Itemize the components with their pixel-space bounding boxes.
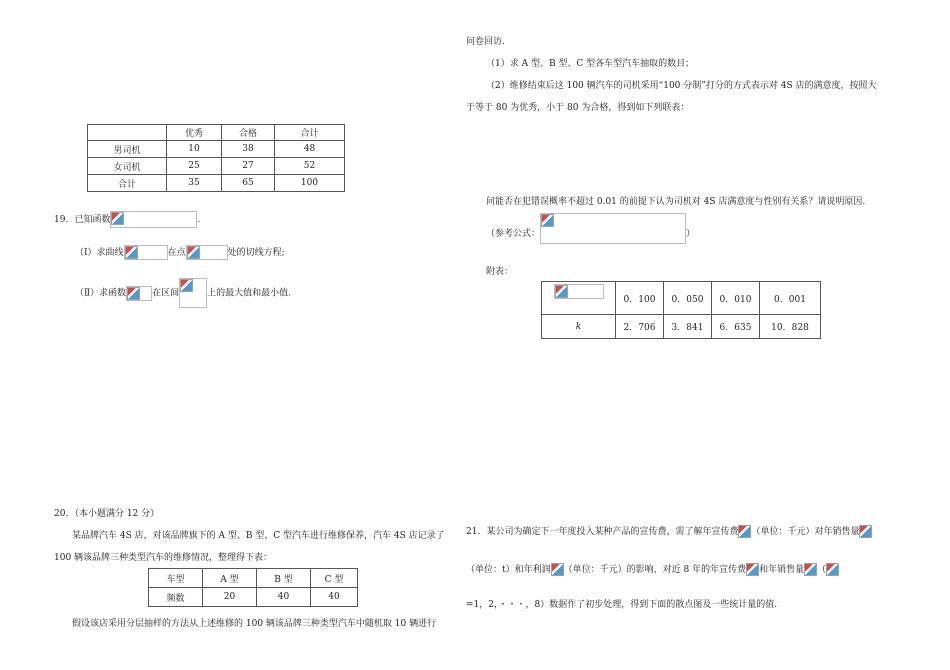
q19-p2-text: （Ⅱ）求函数	[75, 288, 127, 299]
table-cell: 38	[222, 141, 275, 158]
broken-image-icon	[826, 563, 839, 576]
table-cell: 10	[167, 141, 222, 158]
q21-text: （单位：千元）对年销售量	[751, 527, 860, 537]
q20-sub2: （2）维修结束后这 100 辆汽车的司机采用“100 分制”打分的方式表示对 4S 店的满意度，按照大	[486, 81, 877, 91]
formula-image	[179, 278, 207, 308]
table-cell: 52	[275, 158, 345, 175]
table-header-cell: 优秀	[167, 125, 222, 141]
formula-line	[486, 213, 695, 244]
q19-p2-text: 上的最大值和最小值.	[207, 288, 292, 299]
q19-title-line	[54, 211, 200, 228]
table-cell: k	[542, 315, 616, 339]
q19-p2-text: 在区间	[152, 288, 180, 299]
broken-image-icon	[187, 246, 200, 259]
appendix-label: 附表：	[486, 267, 514, 277]
table-cell: 40	[257, 588, 311, 607]
table-cell: 35	[167, 175, 222, 192]
table-cell: 10．828	[760, 315, 821, 339]
broken-image-icon	[111, 212, 124, 225]
formula-image	[540, 213, 686, 244]
table-header-cell: A 型	[203, 569, 257, 588]
formula-image	[110, 211, 197, 228]
table-cell: 65	[222, 175, 275, 192]
broken-image-icon	[127, 287, 140, 300]
table-header-cell: B 型	[257, 569, 311, 588]
q21-line2	[466, 562, 839, 576]
satisfaction-table	[87, 124, 345, 192]
table-cell: 3．841	[664, 315, 712, 339]
q20-question: 问能否在犯错误概率不超过 0.01 的前提下认为司机对 4S 店满意度与性别有关系？请说明原因.	[486, 197, 866, 207]
q20-title: 20．（本小题满分 12 分）	[54, 509, 160, 519]
q20-sub2-cont: 于等于 80 为优秀，小于 80 为合格，得到如下列联表：	[466, 103, 690, 113]
table-cell: 频数	[149, 588, 203, 607]
q21-line3: =1，2，・・・，8）数据作了初步处理，得到下面的散点图及一些统计量的值.	[466, 600, 778, 610]
table-cell: 48	[275, 141, 345, 158]
table-header-cell: C 型	[311, 569, 358, 588]
table-cell: 男司机	[88, 141, 167, 158]
table-header-cell	[88, 125, 167, 141]
table-cell: 合计	[88, 175, 167, 192]
broken-image-icon	[804, 563, 817, 576]
formula-label: （参考公式：	[486, 229, 541, 239]
q20-line1: 某品牌汽车 4S 店，对该品牌旗下的 A 型、B 型、C 型汽车进行维修保养，汽车 4S 店记录了	[72, 531, 445, 541]
q21-text: 和年销售量	[759, 565, 805, 575]
table-cell: 20	[203, 588, 257, 607]
q19-p1-text: 处的切线方程;	[227, 248, 285, 258]
formula-image	[126, 286, 152, 301]
broken-image-icon	[551, 563, 564, 576]
table-header-cell: 车型	[149, 569, 203, 588]
broken-image-icon	[541, 214, 554, 227]
q21-text: 21．某公司为确定下一年度投入某种产品的宣传费，需了解年宣传费	[466, 527, 739, 537]
table-cell	[542, 282, 616, 315]
broken-image-icon	[125, 246, 138, 259]
q19-title: 19．已知函数	[54, 215, 111, 225]
q21-text: （单位：t）和年利润	[466, 565, 551, 575]
formula-image	[186, 245, 228, 260]
broken-image-icon	[859, 525, 872, 538]
q19-p1-text: （Ⅰ）求曲线	[75, 248, 124, 258]
table-cell: 2．706	[616, 315, 664, 339]
table-cell: 6．635	[712, 315, 760, 339]
q19-part2	[75, 278, 291, 308]
q20-sub1: （1）求 A 型、B 型、C 型各车型汽车抽取的数目；	[486, 59, 695, 69]
table-cell: 0．100	[616, 282, 664, 315]
car-type-table	[148, 568, 358, 607]
q21-text: （	[817, 565, 827, 575]
table-cell: 0．010	[712, 282, 760, 315]
table-header-cell: 合格	[222, 125, 275, 141]
table-cell: 0．050	[664, 282, 712, 315]
q19-end: .	[197, 215, 201, 225]
broken-image-icon	[738, 525, 751, 538]
q20-line2: 100 辆该品牌三种类型汽车的维修情况，整理得下表：	[54, 553, 273, 563]
table-cell: 女司机	[88, 158, 167, 175]
critical-value-table	[541, 281, 821, 339]
broken-image-icon	[746, 563, 759, 576]
formula-image	[124, 245, 168, 260]
table-cell: 25	[167, 158, 222, 175]
table-cell: 100	[275, 175, 345, 192]
table-header-cell: 合计	[275, 125, 345, 141]
q19-p1-text: 在点	[167, 248, 186, 258]
right-line0: 问卷回访.	[466, 37, 505, 47]
q21-line1	[466, 524, 872, 538]
broken-image-icon	[555, 285, 568, 298]
formula-label-end: ）	[686, 229, 696, 239]
q19-part1	[75, 245, 285, 260]
table-cell: 40	[311, 588, 358, 607]
q20-line3: 假设该店采用分层抽样的方法从上述维修的 100 辆该品牌三种类型汽车中随机取 10 辆进行	[72, 619, 437, 629]
broken-image-icon	[180, 279, 193, 292]
table-cell: 27	[222, 158, 275, 175]
q21-text: （单位：千元）的影响，对近 8 年的年宣传费	[563, 565, 747, 575]
formula-image	[554, 284, 604, 299]
table-cell: 0．001	[760, 282, 821, 315]
